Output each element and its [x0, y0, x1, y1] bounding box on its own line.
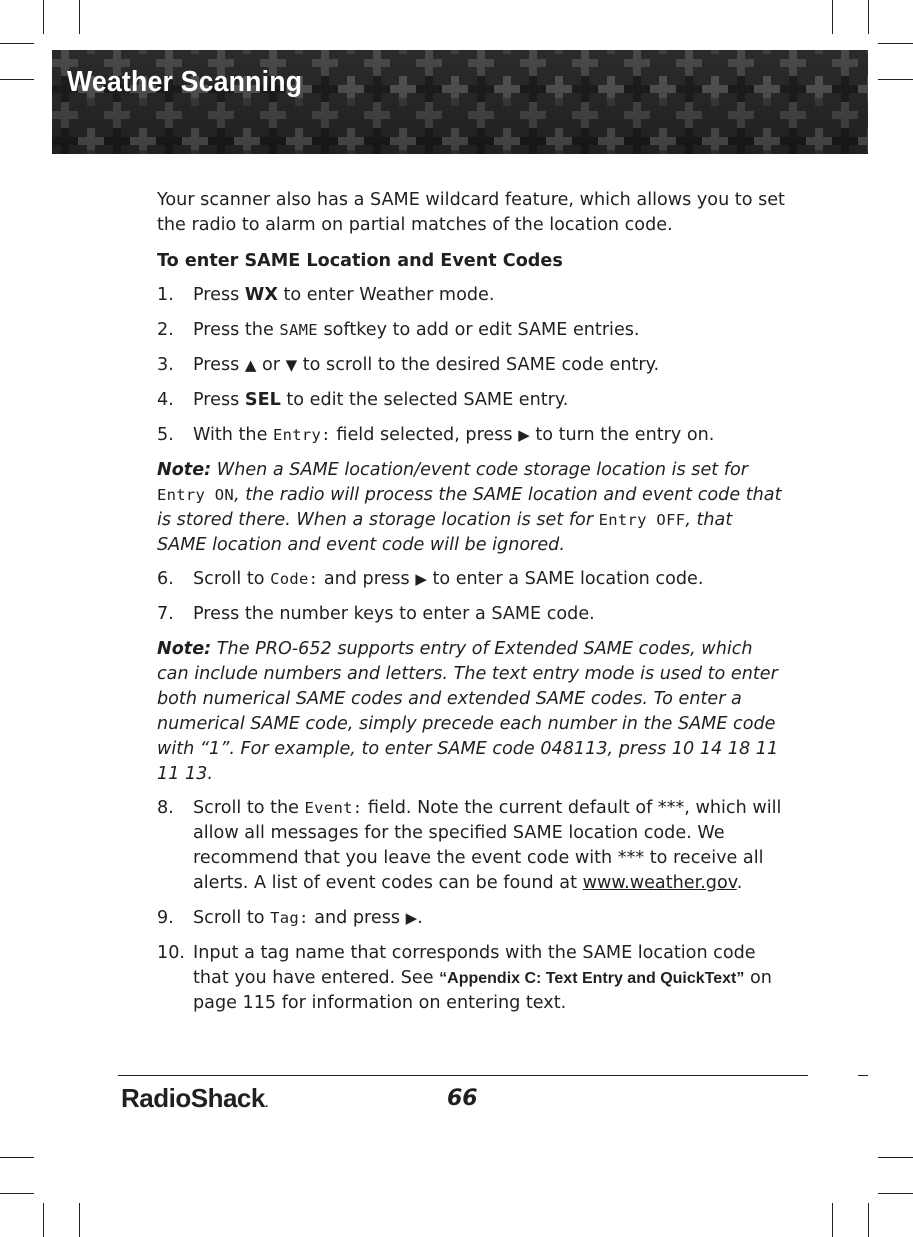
- crop-mark: [858, 1075, 868, 1076]
- crop-mark: [878, 1157, 913, 1158]
- crop-mark: [0, 1157, 34, 1158]
- crop-mark: [43, 0, 44, 34]
- lcd-code: Code:: [270, 570, 319, 588]
- right-arrow-icon: ▶: [518, 426, 530, 444]
- crop-mark: [0, 43, 34, 44]
- step-6: 6. Scroll to Code: and press ▶ to enter a SAME location code.: [157, 569, 704, 589]
- lcd-event: Event:: [304, 799, 363, 817]
- lcd-same: SAME: [279, 321, 318, 339]
- crop-mark: [878, 1193, 913, 1194]
- step-9: 9. Scroll to Tag: and press ▶.: [157, 908, 423, 928]
- right-arrow-icon: ▶: [415, 570, 427, 588]
- crop-mark: [0, 79, 34, 80]
- step-10: 10. Input a tag name that corresponds with the SAME location code that you have entered. See “Appendix C: Text Entry and QuickText” on page 115 for information on entering text.: [157, 943, 772, 1013]
- footer-divider: [118, 1075, 808, 1076]
- step-5: 5. With the Entry: field selected, press ▶ to turn the entry on.: [157, 425, 715, 445]
- up-arrow-icon: ▲: [244, 356, 257, 374]
- crop-mark: [43, 1203, 44, 1237]
- crop-mark: [868, 0, 869, 34]
- wx-key: WX: [244, 285, 278, 305]
- page-title: Weather Scanning: [67, 66, 303, 98]
- crop-mark: [878, 79, 913, 80]
- content: [157, 188, 787, 1026]
- lcd-entry: Entry:: [273, 426, 331, 444]
- right-arrow-icon: ▶: [405, 909, 418, 927]
- step-1: 1. Press WX to enter Weather mode.: [157, 285, 495, 305]
- step-3: 3. Press ▲ or ▼ to scroll to the desired SAME code entry.: [157, 355, 660, 375]
- step-4: 4. Press SEL to edit the selected SAME entry.: [157, 390, 569, 410]
- step-7: 7. Press the number keys to enter a SAME code.: [157, 604, 595, 624]
- section-heading: To enter SAME Location and Event Codes: [157, 251, 563, 271]
- step-8: 8. Scroll to the Event: field. Note the current default of ***, which will allow all messages for the specified SAME location code. We recommend that you leave the event code with *** to receive all alerts. A list of event codes can be found at www.weather.gov.: [157, 798, 782, 893]
- crop-mark: [0, 1193, 34, 1194]
- crop-mark: [878, 43, 913, 44]
- step-2: 2. Press the SAME softkey to add or edit SAME entries.: [157, 320, 640, 340]
- weather-gov-link[interactable]: www.weather.gov: [582, 873, 737, 893]
- sel-key: SEL: [244, 390, 281, 410]
- page-number: 66: [447, 1086, 478, 1111]
- appendix-c-reference[interactable]: “Appendix C: Text Entry and QuickText”: [439, 970, 745, 987]
- intro-paragraph: Your scanner also has a SAME wildcard feature, which allows you to set the radio to alarm on partial matches of the location code.: [157, 190, 785, 235]
- radioshack-logo: RadioShack.: [121, 1083, 268, 1113]
- crop-mark: [868, 1203, 869, 1237]
- note-entry: Note: When a SAME location/event code storage location is set for Entry ON, the radio will process the SAME location and event code that is stored there. When a storage location is set for Entry OFF, that SAME location and event code will be ignored.: [157, 460, 782, 555]
- lcd-entry-on: Entry ON: [157, 486, 235, 504]
- down-arrow-icon: ▼: [285, 356, 298, 374]
- crop-mark: [832, 1203, 833, 1237]
- lcd-entry-off: Entry OFF: [598, 511, 686, 529]
- crop-mark: [79, 1203, 80, 1237]
- lcd-tag: Tag:: [270, 909, 309, 927]
- crop-mark: [832, 0, 833, 34]
- crop-mark: [79, 0, 80, 34]
- note-extended-codes: Note: The PRO-652 supports entry of Extended SAME codes, which can include numbers and letters. The text entry mode is used to enter both numerical SAME codes and extended SAME codes. To enter a numerical SAME code, simply precede each number in the SAME code with “1”. For example, to enter SAME code 048113, press 10 14 18 11 11 13.: [157, 639, 779, 784]
